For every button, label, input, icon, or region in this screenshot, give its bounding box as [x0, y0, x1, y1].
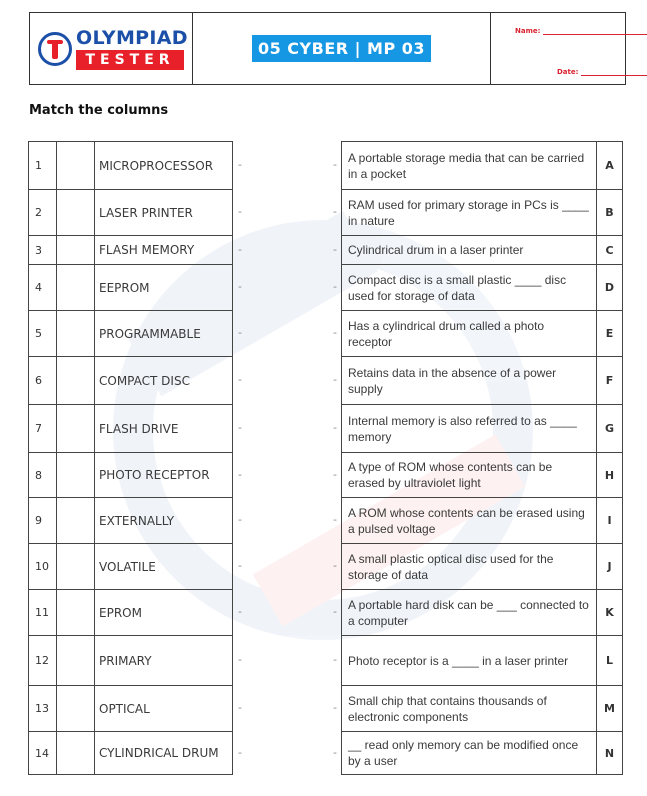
description-cell: __ read only memory can be modified once by a user: [342, 732, 597, 775]
term-cell: COMPACT DISC: [95, 357, 233, 405]
row-number: 3: [29, 236, 57, 265]
right-row: [342, 732, 623, 775]
term-cell: FLASH MEMORY: [95, 236, 233, 265]
left-row: [29, 732, 233, 775]
term-cell: PHOTO RECEPTOR: [95, 453, 233, 498]
left-connector-dash: -: [238, 373, 242, 386]
option-letter: G: [597, 405, 623, 453]
left-row: [29, 686, 233, 732]
row-number: 1: [29, 142, 57, 190]
row-number: 5: [29, 311, 57, 357]
term-cell: MICROPROCESSOR: [95, 142, 233, 190]
left-row: [29, 142, 233, 190]
row-number: 6: [29, 357, 57, 405]
row-number: 14: [29, 732, 57, 775]
left-row: [29, 357, 233, 405]
answer-box[interactable]: [57, 357, 95, 405]
left-row: [29, 544, 233, 590]
description-cell: A portable hard disk can be ___ connected to a computer: [342, 590, 597, 636]
answer-box[interactable]: [57, 142, 95, 190]
right-row: [342, 311, 623, 357]
row-number: 13: [29, 686, 57, 732]
right-connector-dash: -: [333, 467, 337, 481]
left-connector-dash: -: [238, 653, 242, 666]
answer-box[interactable]: [57, 636, 95, 686]
date-field[interactable]: [557, 68, 647, 76]
description-cell: RAM used for primary storage in PCs is ____ in nature: [342, 190, 597, 236]
answer-box[interactable]: [57, 405, 95, 453]
right-row: [342, 636, 623, 686]
right-row: [342, 142, 623, 190]
logo-bottom-text: TESTER: [76, 50, 184, 70]
option-letter: A: [597, 142, 623, 190]
right-row: [342, 590, 623, 636]
left-connector-dash: -: [238, 513, 242, 526]
left-connector-dash: -: [238, 605, 242, 618]
description-cell: Compact disc is a small plastic ____ disc used for storage of data: [342, 265, 597, 311]
answer-box[interactable]: [57, 190, 95, 236]
row-number: 8: [29, 453, 57, 498]
option-letter: C: [597, 236, 623, 265]
right-row: [342, 405, 623, 453]
left-row: [29, 453, 233, 498]
left-connector-dash: -: [238, 467, 242, 481]
term-cell: FLASH DRIVE: [95, 405, 233, 453]
answer-box[interactable]: [57, 544, 95, 590]
title-cell: [193, 13, 491, 84]
right-row: [342, 357, 623, 405]
answer-box[interactable]: [57, 453, 95, 498]
left-row: [29, 405, 233, 453]
row-number: 7: [29, 405, 57, 453]
right-row: [342, 544, 623, 590]
answer-box[interactable]: [57, 732, 95, 775]
option-letter: D: [597, 265, 623, 311]
right-connector-dash: -: [333, 242, 337, 256]
row-number: 10: [29, 544, 57, 590]
right-connector-dash: -: [333, 605, 337, 618]
name-field[interactable]: [515, 27, 647, 35]
logo: [30, 13, 193, 84]
right-connector-dash: -: [333, 373, 337, 386]
instructions-heading: Match the columns: [29, 103, 169, 118]
right-connector-dash: -: [333, 653, 337, 666]
worksheet-title: 05 CYBER | MP 03: [252, 35, 431, 62]
left-connector-dash: -: [238, 421, 242, 434]
option-letter: M: [597, 686, 623, 732]
option-letter: I: [597, 498, 623, 544]
description-cell: A type of ROM whose contents can be erased by ultraviolet light: [342, 453, 597, 498]
row-number: 9: [29, 498, 57, 544]
term-cell: EEPROM: [95, 265, 233, 311]
right-connector-dash: -: [333, 158, 337, 171]
left-row: [29, 311, 233, 357]
row-number: 11: [29, 590, 57, 636]
option-letter: E: [597, 311, 623, 357]
term-cell: VOLATILE: [95, 544, 233, 590]
description-cell: A small plastic optical disc used for the storage of data: [342, 544, 597, 590]
right-connector-dash: -: [333, 280, 337, 293]
left-column-table: [28, 141, 233, 775]
logo-mark-icon: [38, 32, 72, 66]
right-row: [342, 265, 623, 311]
left-connector-dash: -: [238, 745, 242, 759]
date-label: Date:: [557, 68, 579, 76]
description-cell: Small chip that contains thousands of electronic components: [342, 686, 597, 732]
left-connector-dash: -: [238, 158, 242, 171]
left-connector-dash: -: [238, 205, 242, 218]
answer-box[interactable]: [57, 236, 95, 265]
worksheet-header: [29, 12, 626, 85]
term-cell: PRIMARY: [95, 636, 233, 686]
description-cell: A ROM whose contents can be erased using a pulsed voltage: [342, 498, 597, 544]
right-row: [342, 498, 623, 544]
right-connector-dash: -: [333, 745, 337, 759]
description-cell: Photo receptor is a ____ in a laser printer: [342, 636, 597, 686]
option-letter: F: [597, 357, 623, 405]
left-connector-dash: -: [238, 701, 242, 714]
right-connector-dash: -: [333, 205, 337, 218]
right-connector-dash: -: [333, 701, 337, 714]
right-connector-dash: -: [333, 326, 337, 339]
name-line: [543, 28, 647, 35]
right-row: [342, 453, 623, 498]
right-connector-dash: -: [333, 513, 337, 526]
term-cell: EXTERNALLY: [95, 498, 233, 544]
description-cell: Cylindrical drum in a laser printer: [342, 236, 597, 265]
term-cell: PROGRAMMABLE: [95, 311, 233, 357]
date-line: [581, 69, 647, 76]
description-cell: Has a cylindrical drum called a photo receptor: [342, 311, 597, 357]
answer-box[interactable]: [57, 265, 95, 311]
option-letter: N: [597, 732, 623, 775]
answer-box[interactable]: [57, 590, 95, 636]
term-cell: EPROM: [95, 590, 233, 636]
row-number: 12: [29, 636, 57, 686]
option-letter: J: [597, 544, 623, 590]
answer-box[interactable]: [57, 311, 95, 357]
left-row: [29, 190, 233, 236]
option-letter: B: [597, 190, 623, 236]
right-connector-dash: -: [333, 421, 337, 434]
meta-cell: [491, 13, 625, 84]
left-row: [29, 236, 233, 265]
left-row: [29, 636, 233, 686]
right-row: [342, 686, 623, 732]
left-connector-dash: -: [238, 280, 242, 293]
answer-box[interactable]: [57, 498, 95, 544]
option-letter: H: [597, 453, 623, 498]
left-connector-dash: -: [238, 559, 242, 572]
left-row: [29, 265, 233, 311]
left-connector-dash: -: [238, 326, 242, 339]
row-number: 4: [29, 265, 57, 311]
left-row: [29, 498, 233, 544]
answer-box[interactable]: [57, 686, 95, 732]
term-cell: CYLINDRICAL DRUM: [95, 732, 233, 775]
option-letter: L: [597, 636, 623, 686]
description-cell: Internal memory is also referred to as ____ memory: [342, 405, 597, 453]
description-cell: Retains data in the absence of a power supply: [342, 357, 597, 405]
term-cell: OPTICAL: [95, 686, 233, 732]
name-label: Name:: [515, 27, 541, 35]
left-row: [29, 590, 233, 636]
right-row: [342, 190, 623, 236]
right-row: [342, 236, 623, 265]
option-letter: K: [597, 590, 623, 636]
right-connector-dash: -: [333, 559, 337, 572]
logo-top-text: OLYMPIAD: [76, 27, 188, 49]
description-cell: A portable storage media that can be carried in a pocket: [342, 142, 597, 190]
right-column-table: [341, 141, 623, 775]
row-number: 2: [29, 190, 57, 236]
left-connector-dash: -: [238, 242, 242, 256]
term-cell: LASER PRINTER: [95, 190, 233, 236]
